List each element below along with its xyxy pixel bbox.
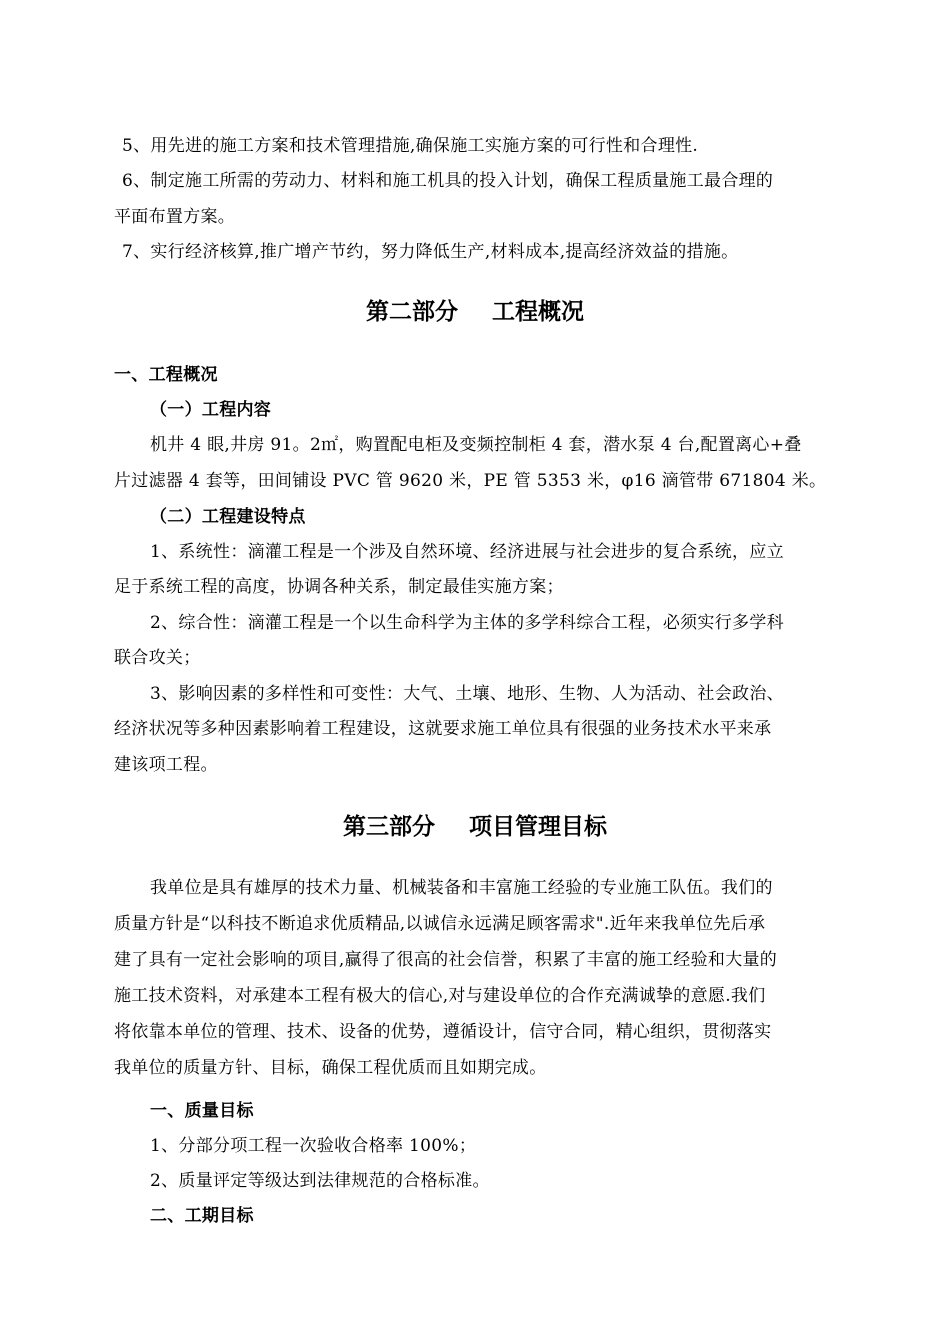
- part3-title-text: 项目管理目标: [469, 814, 607, 840]
- feature-line: 联合攻关；: [114, 648, 201, 668]
- intro-item-5: 5、用先进的施工方案和技术管理措施,确保施工实施方案的可行性和合理性.: [122, 136, 699, 156]
- paragraph-line: 质量方针是“以科技不断追求优质精品,以诚信永远满足顾客需求".近年来我单位先后承: [114, 914, 766, 934]
- feature-line: 2、综合性：滴灌工程是一个以生命科学为主体的多学科综合工程，必须实行多学科: [150, 613, 784, 633]
- quality-goal-heading: 一、质量目标: [150, 1101, 254, 1121]
- part2-title: [0, 297, 950, 327]
- schedule-goal-heading: 二、工期目标: [150, 1206, 254, 1226]
- intro-item-6: 6、制定施工所需的劳动力、材料和施工机具的投入计划，确保工程质量施工最合理的: [122, 171, 774, 191]
- paragraph-line: 施工技术资料，对承建本工程有极大的信心,对与建设单位的合作充满诚挚的意愿.我们: [114, 986, 766, 1006]
- content-line: 机井 4 眼,井房 91。2㎡，购置配电柜及变频控制柜 4 套，潜水泵 4 台,配置离心+叠: [150, 435, 802, 455]
- feature-line: 足于系统工程的高度，协调各种关系，制定最佳实施方案；: [114, 577, 564, 597]
- feature-line: 1、系统性：滴灌工程是一个涉及自然环境、经济进展与社会进步的复合系统，应立: [150, 542, 784, 562]
- paragraph-line: 我单位是具有雄厚的技术力量、机械装备和丰富施工经验的专业施工队伍。我们的: [150, 878, 773, 898]
- part2-title-number: 第二部分: [366, 299, 458, 325]
- part3-title: [0, 812, 950, 842]
- intro-item-6-cont: 平面布置方案。: [114, 207, 236, 227]
- subsection-heading-content: （一）工程内容: [150, 400, 272, 420]
- quality-goal-item: 2、质量评定等级达到法律规范的合格标准。: [150, 1171, 490, 1191]
- part3-title-number: 第三部分: [343, 814, 435, 840]
- content-line: 片过滤器 4 套等，田间铺设 PVC 管 9620 米，PE 管 5353 米，φ16 滴管带 671804 米。: [114, 471, 827, 491]
- paragraph-line: 我单位的质量方针、目标，确保工程优质而且如期完成。: [114, 1058, 547, 1078]
- paragraph-line: 将依靠本单位的管理、技术、设备的优势，遵循设计，信守合同，精心组织，贯彻落实: [114, 1022, 772, 1042]
- paragraph-line: 建了具有一定社会影响的项目,赢得了很高的社会信誉，积累了丰富的施工经验和大量的: [114, 950, 778, 970]
- feature-line: 建该项工程。: [114, 755, 218, 775]
- intro-item-7: 7、实行经济核算,推广增产节约，努力降低生产,材料成本,提高经济效益的措施。: [122, 242, 739, 262]
- feature-line: 经济状况等多种因素影响着工程建设，这就要求施工单位具有很强的业务技术水平来承: [114, 719, 772, 739]
- part2-title-text: 工程概况: [492, 299, 584, 325]
- quality-goal-item: 1、分部分项工程一次验收合格率 100%；: [150, 1136, 477, 1156]
- subsection-heading-features: （二）工程建设特点: [150, 507, 306, 527]
- feature-line: 3、影响因素的多样性和可变性：大气、土壤、地形、生物、人为活动、社会政治、: [150, 684, 784, 704]
- section-heading-overview: 一、工程概况: [114, 365, 218, 385]
